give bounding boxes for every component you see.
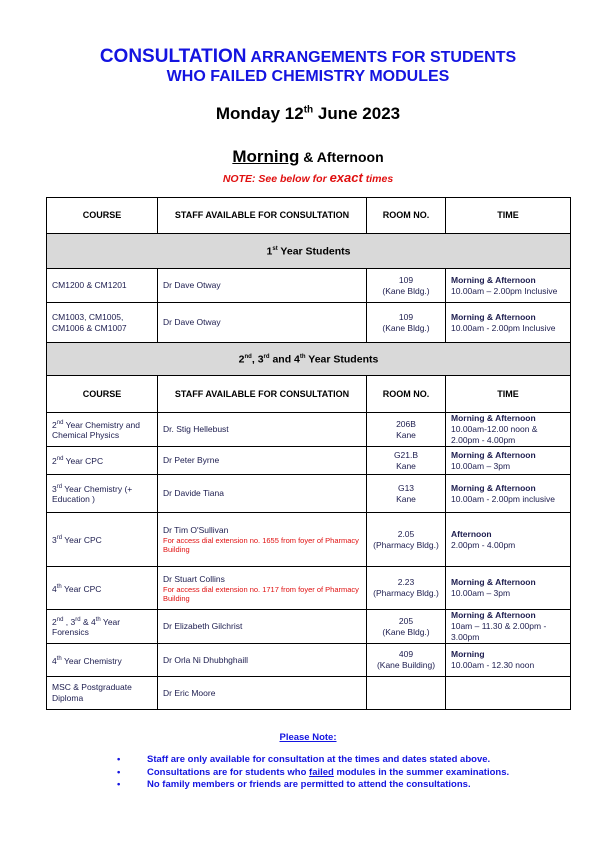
text-segment: nd <box>56 419 64 426</box>
room-cell <box>367 303 446 343</box>
document-title <box>0 47 616 86</box>
time-cell <box>446 513 571 567</box>
session <box>0 147 616 167</box>
bullet-text: Staff are only available for consultation at the times and dates stated above. <box>147 754 491 765</box>
time-label: Morning & Afternoon <box>451 610 536 620</box>
room-cell <box>367 447 446 475</box>
bullet-icon: • <box>117 766 121 778</box>
room-cell <box>367 513 446 567</box>
course-cell <box>47 303 158 343</box>
course-cell <box>47 413 158 447</box>
staff-cell <box>158 475 367 513</box>
text-segment: , 3 <box>63 616 76 627</box>
text-segment: nd <box>56 456 64 463</box>
staff-name: Dr Dave Otway <box>163 280 221 290</box>
time-label: Morning & Afternoon <box>451 413 536 423</box>
table-row <box>47 610 571 644</box>
table-header-row <box>47 376 571 413</box>
course-cell <box>47 269 158 303</box>
table-row <box>47 644 571 677</box>
text-segment: 2 <box>52 419 57 430</box>
time-cell <box>446 269 571 303</box>
building: (Pharmacy Bldg.) <box>373 588 439 598</box>
text-segment: CM1003, CM1005, CM1006 & CM1007 <box>52 311 127 333</box>
times-note <box>0 170 616 185</box>
date-pre: Monday 12 <box>215 104 304 123</box>
staff-cell <box>158 644 367 677</box>
time-range: 2.00pm - 4.00pm <box>451 539 516 550</box>
room-cell <box>367 644 446 677</box>
text-segment: Year Chemistry <box>61 655 122 666</box>
staff-cell <box>158 303 367 343</box>
text-segment: 2 <box>52 455 57 466</box>
room-number: 109 <box>398 311 414 322</box>
column-header: ROOM NO. <box>367 376 446 413</box>
staff-name: Dr Dave Otway <box>163 317 221 327</box>
column-header: STAFF AVAILABLE FOR CONSULTATION <box>158 198 367 234</box>
text-segment: 4 <box>52 655 57 666</box>
time-range: 10.00am – 2.00pm Inclusive <box>451 285 558 296</box>
column-header: COURSE <box>47 376 158 413</box>
bullet-emphasis: failed <box>309 766 334 778</box>
room-cell <box>367 475 446 513</box>
course-cell <box>47 513 158 567</box>
text-segment: 2 <box>52 616 57 627</box>
bullet-text: No family members or friends are permitted to attend the consultations. <box>147 779 471 790</box>
time-range: 10.00am - 2.00pm inclusive <box>451 493 555 504</box>
text-segment: & 4 <box>80 616 96 627</box>
room-cell <box>367 269 446 303</box>
column-header: TIME <box>446 198 571 234</box>
table-row <box>47 269 571 303</box>
note-exact: exact <box>329 170 363 185</box>
table-row <box>47 303 571 343</box>
time-cell <box>446 677 571 710</box>
time-cell <box>446 413 571 447</box>
text-segment: 4 <box>52 583 57 594</box>
text-segment: th <box>56 655 62 662</box>
text-segment: st <box>272 246 278 253</box>
room-cell <box>367 610 446 644</box>
staff-name: Dr Elizabeth Gilchrist <box>163 621 243 631</box>
building: Kane <box>396 460 416 471</box>
section-heading <box>47 343 571 376</box>
text-segment: Year Chemistry (+ Education ) <box>52 483 133 505</box>
access-note: For access dial extension no. 1655 from foyer of Pharmacy Building <box>163 536 359 554</box>
session-rest: & Afternoon <box>299 149 384 165</box>
table-header-row <box>47 198 571 234</box>
building: (Kane Building) <box>376 660 436 670</box>
consultation-table <box>46 197 571 710</box>
table-row <box>47 567 571 610</box>
text-segment: rd <box>75 616 81 623</box>
please-note-heading: Please Note: <box>279 732 337 743</box>
column-header: ROOM NO. <box>367 198 446 234</box>
building: Kane <box>396 493 416 504</box>
text-segment: Year Students <box>277 245 351 258</box>
column-header: TIME <box>446 376 571 413</box>
note-bullet <box>117 779 471 790</box>
staff-cell <box>158 677 367 710</box>
text-segment: Year CPC <box>61 583 102 594</box>
building: (Kane Bldg.) <box>382 626 430 637</box>
time-label: Morning & Afternoon <box>451 482 536 493</box>
building: (Pharmacy Bldg.) <box>373 539 439 550</box>
table-row <box>47 475 571 513</box>
time-label: Morning & Afternoon <box>451 449 536 460</box>
staff-name: Dr Stuart Collins <box>163 573 225 584</box>
room-number: 2.23 <box>397 577 415 587</box>
table-row <box>47 447 571 475</box>
time-label: Afternoon <box>451 528 492 539</box>
course-cell <box>47 447 158 475</box>
title-big: CONSULTATION <box>99 46 247 67</box>
time-range: 10.00am - 2.00pm Inclusive <box>451 322 556 333</box>
time-range: 10.00am-12.00 noon & 2.00pm - 4.00pm <box>451 424 538 445</box>
time-label: Morning & Afternoon <box>451 311 536 322</box>
room-cell <box>367 677 446 710</box>
staff-cell <box>158 567 367 610</box>
note-post: times <box>362 173 394 185</box>
section-row <box>47 234 571 269</box>
text-segment: CM1200 & CM1201 <box>52 280 127 290</box>
text-segment: th <box>95 616 101 623</box>
bullet-icon: • <box>117 779 121 790</box>
room-number: 2.05 <box>397 528 415 539</box>
bullet-icon: • <box>117 754 121 765</box>
staff-name: Dr Tim O'Sullivan <box>163 525 229 535</box>
time-label: Morning & Afternoon <box>451 577 536 587</box>
date-sup: th <box>303 104 314 116</box>
note-pre: NOTE: See below for <box>222 173 330 185</box>
column-header: STAFF AVAILABLE FOR CONSULTATION <box>158 376 367 413</box>
room-number: 409 <box>398 649 414 659</box>
room-number: 205 <box>398 615 414 626</box>
bullet-text: Consultations are for students who <box>147 766 310 778</box>
table-row <box>47 413 571 447</box>
time-range: 10am – 11.30 & 2.00pm - 3.00pm <box>451 621 547 642</box>
time-cell <box>446 475 571 513</box>
text-segment: th <box>56 583 62 590</box>
title-rest: ARRANGEMENTS FOR STUDENTS <box>246 49 517 66</box>
course-cell <box>47 644 158 677</box>
access-note: For access dial extension no. 1717 from foyer of Pharmacy Building <box>163 584 359 603</box>
staff-name: Dr Eric Moore <box>163 687 216 698</box>
time-range: 10.00am – 3pm <box>451 460 511 471</box>
room-number: 109 <box>398 274 414 285</box>
room-number: G21.B <box>393 449 419 460</box>
course-cell <box>47 567 158 610</box>
course-cell <box>47 677 158 710</box>
date <box>0 104 616 124</box>
table-row <box>47 677 571 710</box>
staff-cell <box>158 447 367 475</box>
time-label: Morning & Afternoon <box>451 274 536 285</box>
text-segment: Year CPC <box>62 534 102 545</box>
staff-name: Dr Orla Ni Dhubhghaill <box>163 654 249 665</box>
title-line2: WHO FAILED CHEMISTRY MODULES <box>166 68 450 85</box>
building: (Kane Bldg.) <box>382 285 430 296</box>
staff-name: Dr. Stig Hellebust <box>163 424 229 434</box>
time-cell <box>446 610 571 644</box>
section-row <box>47 343 571 376</box>
table-row <box>47 513 571 567</box>
session-main: Morning <box>232 147 300 166</box>
course-cell <box>47 475 158 513</box>
text-segment: nd <box>56 616 64 623</box>
text-segment: 1 <box>266 245 273 258</box>
building: Kane <box>396 429 416 440</box>
text-segment: 2 <box>238 353 245 366</box>
staff-cell <box>158 513 367 567</box>
text-segment: and 4 <box>269 353 300 366</box>
date-post: June 2023 <box>313 104 401 123</box>
staff-cell <box>158 269 367 303</box>
time-cell <box>446 303 571 343</box>
section-heading <box>47 234 571 269</box>
text-segment: MSC & Postgraduate Diploma <box>52 682 132 703</box>
text-segment: Year Forensics <box>52 616 121 638</box>
room-cell <box>367 413 446 447</box>
time-cell <box>446 447 571 475</box>
bullet-text: modules in the summer examinations. <box>333 766 510 778</box>
text-segment: th <box>299 354 306 361</box>
room-cell <box>367 567 446 610</box>
time-cell <box>446 567 571 610</box>
time-range: 10.00am - 12.30 noon <box>451 660 535 670</box>
text-segment: , 3 <box>251 353 264 366</box>
note-bullet <box>117 754 490 765</box>
time-cell <box>446 644 571 677</box>
time-label: Morning <box>451 649 485 659</box>
staff-cell <box>158 413 367 447</box>
course-cell <box>47 610 158 644</box>
text-segment: rd <box>263 354 270 361</box>
text-segment: Year Chemistry and Chemical Physics <box>52 419 140 441</box>
text-segment: 3 <box>52 534 57 545</box>
text-segment: Year CPC <box>63 455 104 466</box>
staff-name: Dr Davide Tiana <box>163 488 224 498</box>
text-segment: rd <box>56 535 63 542</box>
column-header: COURSE <box>47 198 158 234</box>
text-segment: rd <box>56 483 63 490</box>
staff-name: Dr Peter Byrne <box>163 455 220 465</box>
staff-cell <box>158 610 367 644</box>
note-bullet <box>117 767 509 778</box>
building: (Kane Bldg.) <box>382 322 430 333</box>
text-segment: nd <box>244 354 252 361</box>
room-number: G13 <box>397 482 415 493</box>
text-segment: Year Students <box>305 353 379 366</box>
room-number: 206B <box>396 418 416 429</box>
time-range: 10.00am – 3pm <box>451 588 511 598</box>
text-segment: 3 <box>52 483 57 494</box>
